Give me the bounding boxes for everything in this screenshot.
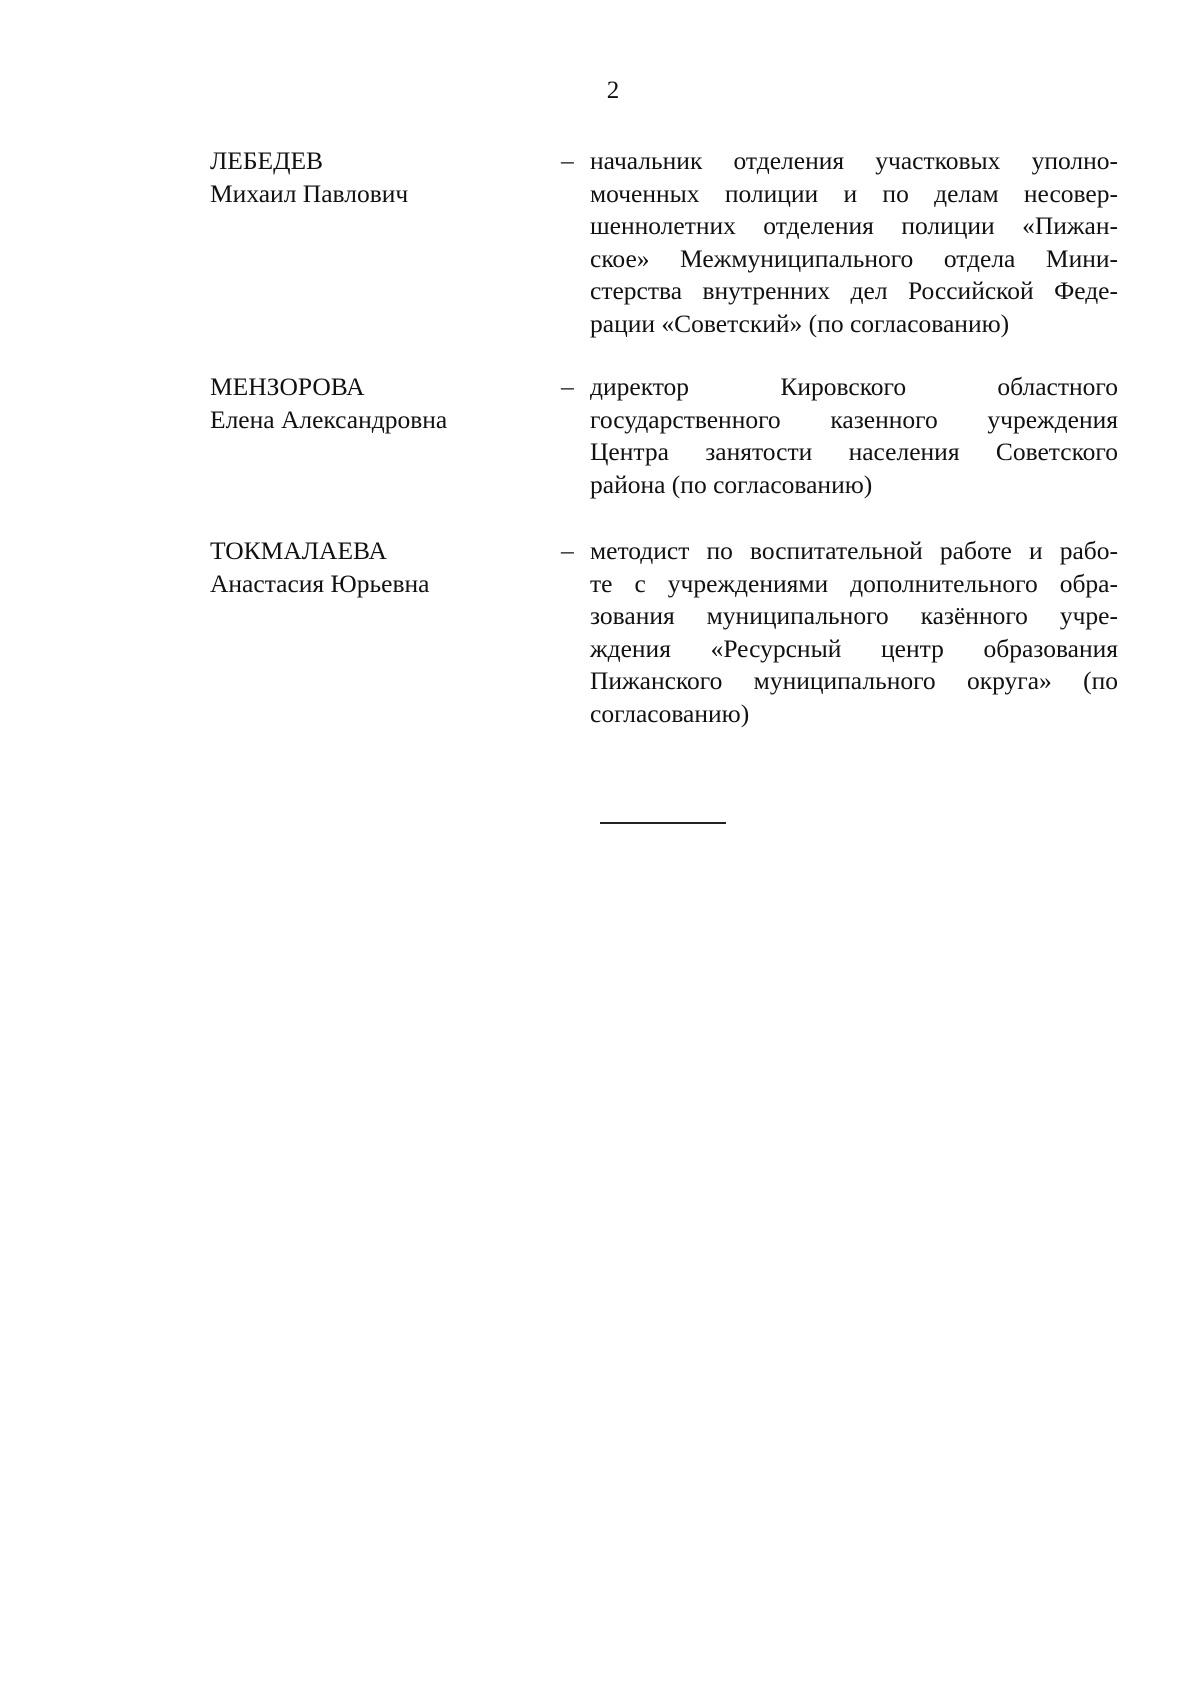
separator-dash: – bbox=[561, 372, 574, 401]
position-line: стерства внутренних дел Российской Феде- bbox=[590, 276, 1118, 305]
member-position bbox=[590, 145, 1118, 340]
position-line: зования муниципального казённого учре- bbox=[590, 601, 1118, 630]
position-line: директор Кировского областного bbox=[590, 372, 1118, 401]
member-surname: МЕНЗОРОВА bbox=[210, 372, 365, 401]
member-position bbox=[590, 535, 1118, 730]
position-line: согласованию) bbox=[590, 698, 750, 728]
position-line: начальник отделения участковых уполно- bbox=[590, 146, 1118, 175]
member-name bbox=[210, 371, 510, 436]
position-line: моченных полиции и по делам несовер- bbox=[590, 178, 1118, 208]
position-line: Пижанского муниципального округа» (по bbox=[590, 666, 1118, 695]
position-line: ждения «Ресурсный центр образования bbox=[590, 633, 1118, 663]
member-given-names: Анастасия Юрьевна bbox=[210, 568, 430, 598]
position-line: ское» Межмуниципального отдела Мини- bbox=[590, 243, 1118, 273]
member-position bbox=[590, 371, 1118, 501]
member-surname: ТОКМАЛАЕВА bbox=[210, 536, 387, 565]
position-line: методист по воспитательной работе и рабо- bbox=[590, 536, 1118, 565]
position-line: государственного казенного учреждения bbox=[590, 404, 1118, 434]
position-line: рации «Советский» (по согласованию) bbox=[590, 308, 1010, 338]
position-line: шеннолетних отделения полиции «Пижан- bbox=[590, 211, 1118, 240]
position-line: те с учреждениями дополнительного обра- bbox=[590, 568, 1118, 598]
closing-rule bbox=[600, 822, 726, 824]
member-surname: ЛЕБЕДЕВ bbox=[210, 146, 324, 175]
member-name bbox=[210, 145, 510, 210]
separator-dash: – bbox=[561, 536, 574, 565]
member-name bbox=[210, 535, 510, 600]
separator-dash: – bbox=[561, 146, 574, 175]
member-given-names: Михаил Павлович bbox=[210, 178, 409, 208]
position-line: Центра занятости населения Советского bbox=[590, 437, 1118, 466]
position-line: района (по согласованию) bbox=[590, 469, 873, 499]
page-number: 2 bbox=[606, 77, 620, 104]
member-given-names: Елена Александровна bbox=[210, 404, 448, 434]
